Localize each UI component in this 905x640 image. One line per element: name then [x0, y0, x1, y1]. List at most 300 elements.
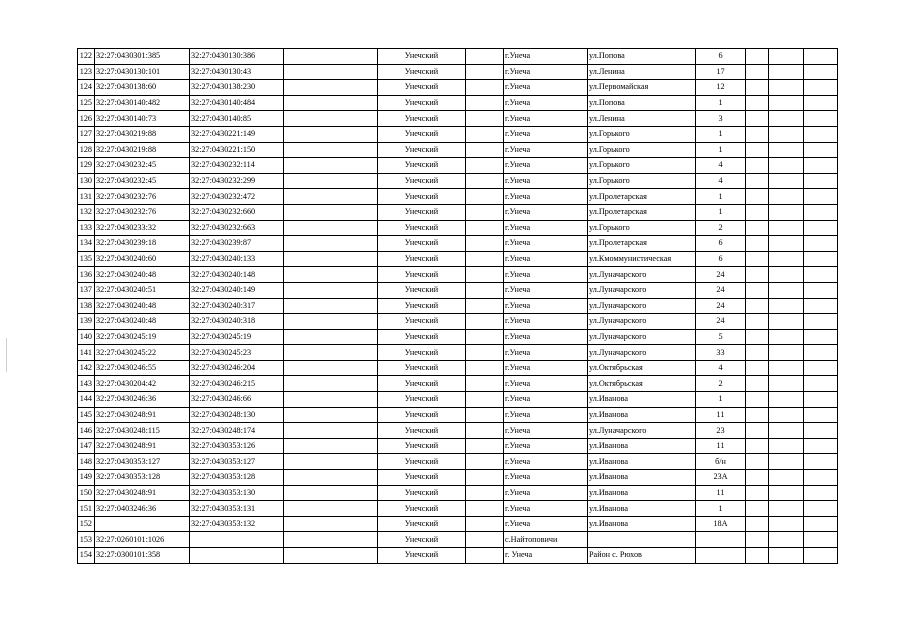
city-cell: г.Унеча: [504, 423, 588, 439]
street-cell: [588, 532, 696, 548]
street-cell: ул.Октябрьская: [588, 360, 696, 376]
empty-cell: [804, 407, 838, 423]
empty-cell: [284, 548, 378, 564]
empty-cell: [466, 236, 504, 252]
empty-cell: [804, 126, 838, 142]
empty-cell: [284, 407, 378, 423]
table-row: [78, 516, 838, 532]
city-cell: г.Унеча: [504, 111, 588, 127]
city-cell: г.Унеча: [504, 220, 588, 236]
empty-cell: [746, 501, 769, 517]
house-number-cell: 4: [696, 158, 746, 174]
empty-cell: [284, 49, 378, 65]
street-cell: ул.Луначарского: [588, 282, 696, 298]
house-number-cell: 2: [696, 376, 746, 392]
empty-cell: [769, 111, 804, 127]
empty-cell: [804, 236, 838, 252]
empty-cell: [769, 501, 804, 517]
cadastral-number-building: [190, 548, 284, 564]
cadastral-number-land: 32:27:0430248:91: [95, 438, 190, 454]
house-number-cell: 23А: [696, 470, 746, 486]
house-number-cell: 17: [696, 64, 746, 80]
empty-cell: [284, 126, 378, 142]
row-number: 138: [78, 298, 95, 314]
row-number: 139: [78, 314, 95, 330]
cadastral-number-land: 32:27:0430246:36: [95, 392, 190, 408]
district-cell: Унечский: [378, 298, 466, 314]
street-cell: ул.Луначарского: [588, 329, 696, 345]
house-number-cell: 11: [696, 407, 746, 423]
empty-cell: [746, 548, 769, 564]
empty-cell: [466, 189, 504, 205]
table-row: [78, 64, 838, 80]
empty-cell: [746, 236, 769, 252]
cadastral-number-building: 32:27:0430353:128: [190, 470, 284, 486]
empty-cell: [769, 282, 804, 298]
table-row: [78, 158, 838, 174]
row-number: 124: [78, 80, 95, 96]
house-number-cell: 11: [696, 485, 746, 501]
row-number: 126: [78, 111, 95, 127]
empty-cell: [284, 345, 378, 361]
cadastral-number-building: 32:27:0430240:317: [190, 298, 284, 314]
district-cell: Унечский: [378, 485, 466, 501]
house-number-cell: 1: [696, 126, 746, 142]
district-cell: Унечский: [378, 64, 466, 80]
cadastral-number-building: 32:27:0430245:19: [190, 329, 284, 345]
cadastral-number-building: 32:27:0430246:66: [190, 392, 284, 408]
table-row: [78, 142, 838, 158]
empty-cell: [284, 282, 378, 298]
cadastral-number-building: 32:27:0430232:114: [190, 158, 284, 174]
district-cell: Унечский: [378, 49, 466, 65]
street-cell: ул.Ленина: [588, 111, 696, 127]
cadastral-number-land: 32:27:0430245:19: [95, 329, 190, 345]
table-row: [78, 236, 838, 252]
cadastral-number-building: 32:27:0430232:660: [190, 204, 284, 220]
empty-cell: [746, 438, 769, 454]
empty-cell: [284, 516, 378, 532]
district-cell: Унечский: [378, 282, 466, 298]
empty-cell: [466, 204, 504, 220]
street-cell: ул.Пролетарская: [588, 189, 696, 205]
empty-cell: [746, 267, 769, 283]
house-number-cell: 24: [696, 282, 746, 298]
cadastral-number-land: 32:27:0430240:48: [95, 298, 190, 314]
city-cell: г.Унеча: [504, 80, 588, 96]
row-number: 125: [78, 95, 95, 111]
street-cell: ул.Луначарского: [588, 423, 696, 439]
empty-cell: [284, 251, 378, 267]
district-cell: Унечский: [378, 189, 466, 205]
row-number: 133: [78, 220, 95, 236]
city-cell: г.Унеча: [504, 282, 588, 298]
house-number-cell: [696, 548, 746, 564]
empty-cell: [466, 329, 504, 345]
empty-cell: [466, 548, 504, 564]
row-number: 152: [78, 516, 95, 532]
street-cell: ул.Иванова: [588, 516, 696, 532]
empty-cell: [769, 345, 804, 361]
empty-cell: [466, 282, 504, 298]
cadastral-number-building: 32:27:0430353:127: [190, 454, 284, 470]
empty-cell: [769, 548, 804, 564]
city-cell: г.Унеча: [504, 95, 588, 111]
empty-cell: [769, 80, 804, 96]
street-cell: ул.Горького: [588, 126, 696, 142]
table-row: [78, 267, 838, 283]
table-row: [78, 470, 838, 486]
district-cell: Унечский: [378, 173, 466, 189]
cadastral-number-building: 32:27:0430353:131: [190, 501, 284, 517]
empty-cell: [769, 220, 804, 236]
empty-cell: [804, 423, 838, 439]
empty-cell: [284, 376, 378, 392]
cadastral-number-land: 32:27:0430239:18: [95, 236, 190, 252]
empty-cell: [769, 142, 804, 158]
empty-cell: [769, 64, 804, 80]
district-cell: Унечский: [378, 329, 466, 345]
house-number-cell: б/н: [696, 454, 746, 470]
house-number-cell: 3: [696, 111, 746, 127]
cadastral-number-building: 32:27:0430240:133: [190, 251, 284, 267]
cadastral-number-land: 32:27:0430204:42: [95, 376, 190, 392]
empty-cell: [804, 314, 838, 330]
house-number-cell: 24: [696, 314, 746, 330]
cadastral-number-building: 32:27:0430240:149: [190, 282, 284, 298]
empty-cell: [769, 251, 804, 267]
cadastral-number-land: 32:27:0430240:51: [95, 282, 190, 298]
district-cell: Унечский: [378, 142, 466, 158]
district-cell: Унечский: [378, 454, 466, 470]
empty-cell: [466, 111, 504, 127]
street-cell: ул.Иванова: [588, 501, 696, 517]
row-number: 148: [78, 454, 95, 470]
cadastral-number-building: 32:27:0430140:85: [190, 111, 284, 127]
cadastral-number-building: [190, 532, 284, 548]
empty-cell: [466, 407, 504, 423]
table-row: [78, 95, 838, 111]
house-number-cell: 33: [696, 345, 746, 361]
city-cell: г.Унеча: [504, 329, 588, 345]
table-row: [78, 438, 838, 454]
table-row: [78, 423, 838, 439]
empty-cell: [284, 173, 378, 189]
empty-cell: [746, 95, 769, 111]
cadastral-number-building: 32:27:0430232:663: [190, 220, 284, 236]
empty-cell: [284, 314, 378, 330]
cadastral-number-land: 32:27:0430246:55: [95, 360, 190, 376]
street-cell: ул.Луначарского: [588, 298, 696, 314]
house-number-cell: 6: [696, 251, 746, 267]
street-cell: ул.Кмоммунистическая: [588, 251, 696, 267]
district-cell: Унечский: [378, 126, 466, 142]
empty-cell: [746, 173, 769, 189]
street-cell: ул.Октябрьская: [588, 376, 696, 392]
table-row: [78, 111, 838, 127]
district-cell: Унечский: [378, 470, 466, 486]
city-cell: г.Унеча: [504, 267, 588, 283]
empty-cell: [769, 49, 804, 65]
house-number-cell: 2: [696, 220, 746, 236]
empty-cell: [284, 204, 378, 220]
scan-margin-mark: [6, 338, 7, 372]
cadastral-number-building: 32:27:0430353:132: [190, 516, 284, 532]
house-number-cell: 1: [696, 392, 746, 408]
empty-cell: [466, 142, 504, 158]
district-cell: Унечский: [378, 516, 466, 532]
house-number-cell: 23: [696, 423, 746, 439]
empty-cell: [284, 64, 378, 80]
house-number-cell: 1: [696, 501, 746, 517]
city-cell: г.Унеча: [504, 438, 588, 454]
street-cell: ул.Попова: [588, 95, 696, 111]
district-cell: Унечский: [378, 158, 466, 174]
empty-cell: [746, 126, 769, 142]
house-number-cell: 1: [696, 95, 746, 111]
empty-cell: [804, 220, 838, 236]
row-number: 137: [78, 282, 95, 298]
cadastral-number-building: 32:27:0430240:148: [190, 267, 284, 283]
empty-cell: [284, 501, 378, 517]
city-cell: г.Унеча: [504, 204, 588, 220]
row-number: 140: [78, 329, 95, 345]
empty-cell: [466, 345, 504, 361]
street-cell: ул.Иванова: [588, 407, 696, 423]
house-number-cell: 18А: [696, 516, 746, 532]
empty-cell: [284, 111, 378, 127]
city-cell: г.Унеча: [504, 454, 588, 470]
district-cell: Унечский: [378, 360, 466, 376]
empty-cell: [804, 282, 838, 298]
table-row: [78, 314, 838, 330]
empty-cell: [746, 282, 769, 298]
empty-cell: [769, 95, 804, 111]
table-row: [78, 282, 838, 298]
empty-cell: [804, 360, 838, 376]
row-number: 154: [78, 548, 95, 564]
empty-cell: [284, 423, 378, 439]
house-number-cell: 6: [696, 236, 746, 252]
cadastral-number-building: 32:27:0430130:43: [190, 64, 284, 80]
house-number-cell: 11: [696, 438, 746, 454]
empty-cell: [746, 454, 769, 470]
empty-cell: [804, 267, 838, 283]
cadastral-number-building: 32:27:0430353:126: [190, 438, 284, 454]
district-cell: Унечский: [378, 438, 466, 454]
city-cell: г.Унеча: [504, 251, 588, 267]
empty-cell: [769, 126, 804, 142]
empty-cell: [284, 189, 378, 205]
cadastral-number-land: 32:27:0430219:88: [95, 142, 190, 158]
table-body: [78, 49, 838, 564]
cadastral-number-building: 32:27:0430245:23: [190, 345, 284, 361]
empty-cell: [804, 454, 838, 470]
house-number-cell: [696, 532, 746, 548]
empty-cell: [804, 485, 838, 501]
street-cell: ул.Иванова: [588, 470, 696, 486]
table-row: [78, 454, 838, 470]
empty-cell: [746, 64, 769, 80]
empty-cell: [804, 64, 838, 80]
empty-cell: [466, 95, 504, 111]
row-number: 147: [78, 438, 95, 454]
cadastral-number-building: 32:27:0430248:174: [190, 423, 284, 439]
empty-cell: [746, 49, 769, 65]
house-number-cell: 1: [696, 189, 746, 205]
empty-cell: [804, 80, 838, 96]
house-number-cell: 24: [696, 267, 746, 283]
cadastral-number-land: 32:27:0430232:45: [95, 158, 190, 174]
city-cell: г.Унеча: [504, 236, 588, 252]
table-row: [78, 392, 838, 408]
empty-cell: [466, 532, 504, 548]
house-number-cell: 4: [696, 173, 746, 189]
row-number: 144: [78, 392, 95, 408]
cadastral-number-land: 32:27:0430232:76: [95, 204, 190, 220]
empty-cell: [769, 392, 804, 408]
empty-cell: [284, 532, 378, 548]
cadastral-number-land: 32:27:0430245:22: [95, 345, 190, 361]
street-cell: ул.Иванова: [588, 392, 696, 408]
district-cell: Унечский: [378, 204, 466, 220]
cadastral-number-land: 32:27:0430248:91: [95, 485, 190, 501]
empty-cell: [769, 516, 804, 532]
street-cell: ул.Ленина: [588, 64, 696, 80]
city-cell: г. Унеча: [504, 548, 588, 564]
empty-cell: [746, 329, 769, 345]
house-number-cell: 4: [696, 360, 746, 376]
district-cell: Унечский: [378, 314, 466, 330]
table-row: [78, 189, 838, 205]
empty-cell: [466, 80, 504, 96]
empty-cell: [769, 173, 804, 189]
empty-cell: [746, 423, 769, 439]
cadastral-number-land: 32:27:0430140:482: [95, 95, 190, 111]
cadastral-number-building: 32:27:0430138:230: [190, 80, 284, 96]
cadastral-number-building: 32:27:0430239:87: [190, 236, 284, 252]
cadastral-number-land: 32:27:0430240:60: [95, 251, 190, 267]
cadastral-number-building: 32:27:0430232:472: [190, 189, 284, 205]
cadastral-number-land: 32:27:0430353:127: [95, 454, 190, 470]
row-number: 146: [78, 423, 95, 439]
row-number: 150: [78, 485, 95, 501]
empty-cell: [804, 204, 838, 220]
row-number: 151: [78, 501, 95, 517]
empty-cell: [284, 470, 378, 486]
table-row: [78, 532, 838, 548]
district-cell: Унечский: [378, 220, 466, 236]
street-cell: Район с. Рюхов: [588, 548, 696, 564]
empty-cell: [769, 532, 804, 548]
row-number: 128: [78, 142, 95, 158]
empty-cell: [769, 470, 804, 486]
empty-cell: [746, 392, 769, 408]
street-cell: ул.Первомайская: [588, 80, 696, 96]
table-row: [78, 548, 838, 564]
empty-cell: [804, 173, 838, 189]
empty-cell: [804, 189, 838, 205]
empty-cell: [769, 407, 804, 423]
empty-cell: [746, 345, 769, 361]
cadastral-number-land: 32:27:0430140:73: [95, 111, 190, 127]
empty-cell: [769, 189, 804, 205]
cadastral-number-land: 32:27:0430248:115: [95, 423, 190, 439]
cadastral-number-land: 32:27:0430138:60: [95, 80, 190, 96]
district-cell: Унечский: [378, 407, 466, 423]
street-cell: ул.Иванова: [588, 454, 696, 470]
empty-cell: [466, 470, 504, 486]
table-row: [78, 376, 838, 392]
empty-cell: [466, 454, 504, 470]
empty-cell: [466, 298, 504, 314]
empty-cell: [746, 142, 769, 158]
empty-cell: [804, 298, 838, 314]
street-cell: ул.Луначарского: [588, 314, 696, 330]
empty-cell: [746, 80, 769, 96]
cadastral-number-building: 32:27:0430353:130: [190, 485, 284, 501]
property-table: [77, 48, 838, 564]
empty-cell: [769, 376, 804, 392]
cadastral-number-land: 32:27:0430240:48: [95, 314, 190, 330]
empty-cell: [466, 126, 504, 142]
empty-cell: [804, 251, 838, 267]
district-cell: Унечский: [378, 80, 466, 96]
empty-cell: [804, 532, 838, 548]
district-cell: Унечский: [378, 345, 466, 361]
empty-cell: [769, 204, 804, 220]
house-number-cell: 1: [696, 204, 746, 220]
row-number: 127: [78, 126, 95, 142]
city-cell: г.Унеча: [504, 345, 588, 361]
cadastral-number-building: 32:27:0430246:215: [190, 376, 284, 392]
empty-cell: [804, 392, 838, 408]
empty-cell: [284, 298, 378, 314]
empty-cell: [466, 49, 504, 65]
district-cell: Унечский: [378, 548, 466, 564]
empty-cell: [284, 485, 378, 501]
cadastral-number-land: 32:27:0430240:48: [95, 267, 190, 283]
cadastral-number-land: 32:27:0430232:76: [95, 189, 190, 205]
table-row: [78, 220, 838, 236]
street-cell: ул.Горького: [588, 158, 696, 174]
empty-cell: [804, 470, 838, 486]
cadastral-number-land: 32:27:0430233:32: [95, 220, 190, 236]
city-cell: г.Унеча: [504, 189, 588, 205]
row-number: 131: [78, 189, 95, 205]
row-number: 149: [78, 470, 95, 486]
row-number: 142: [78, 360, 95, 376]
cadastral-number-land: 32:27:0260101:1026: [95, 532, 190, 548]
empty-cell: [466, 516, 504, 532]
empty-cell: [284, 236, 378, 252]
table-row: [78, 251, 838, 267]
city-cell: г.Унеча: [504, 49, 588, 65]
city-cell: г.Унеча: [504, 376, 588, 392]
row-number: 145: [78, 407, 95, 423]
street-cell: ул.Попова: [588, 49, 696, 65]
empty-cell: [804, 438, 838, 454]
empty-cell: [466, 220, 504, 236]
table-row: [78, 173, 838, 189]
empty-cell: [466, 158, 504, 174]
empty-cell: [746, 470, 769, 486]
street-cell: ул.Пролетарская: [588, 236, 696, 252]
district-cell: Унечский: [378, 376, 466, 392]
table-row: [78, 407, 838, 423]
district-cell: Унечский: [378, 111, 466, 127]
city-cell: г.Унеча: [504, 516, 588, 532]
